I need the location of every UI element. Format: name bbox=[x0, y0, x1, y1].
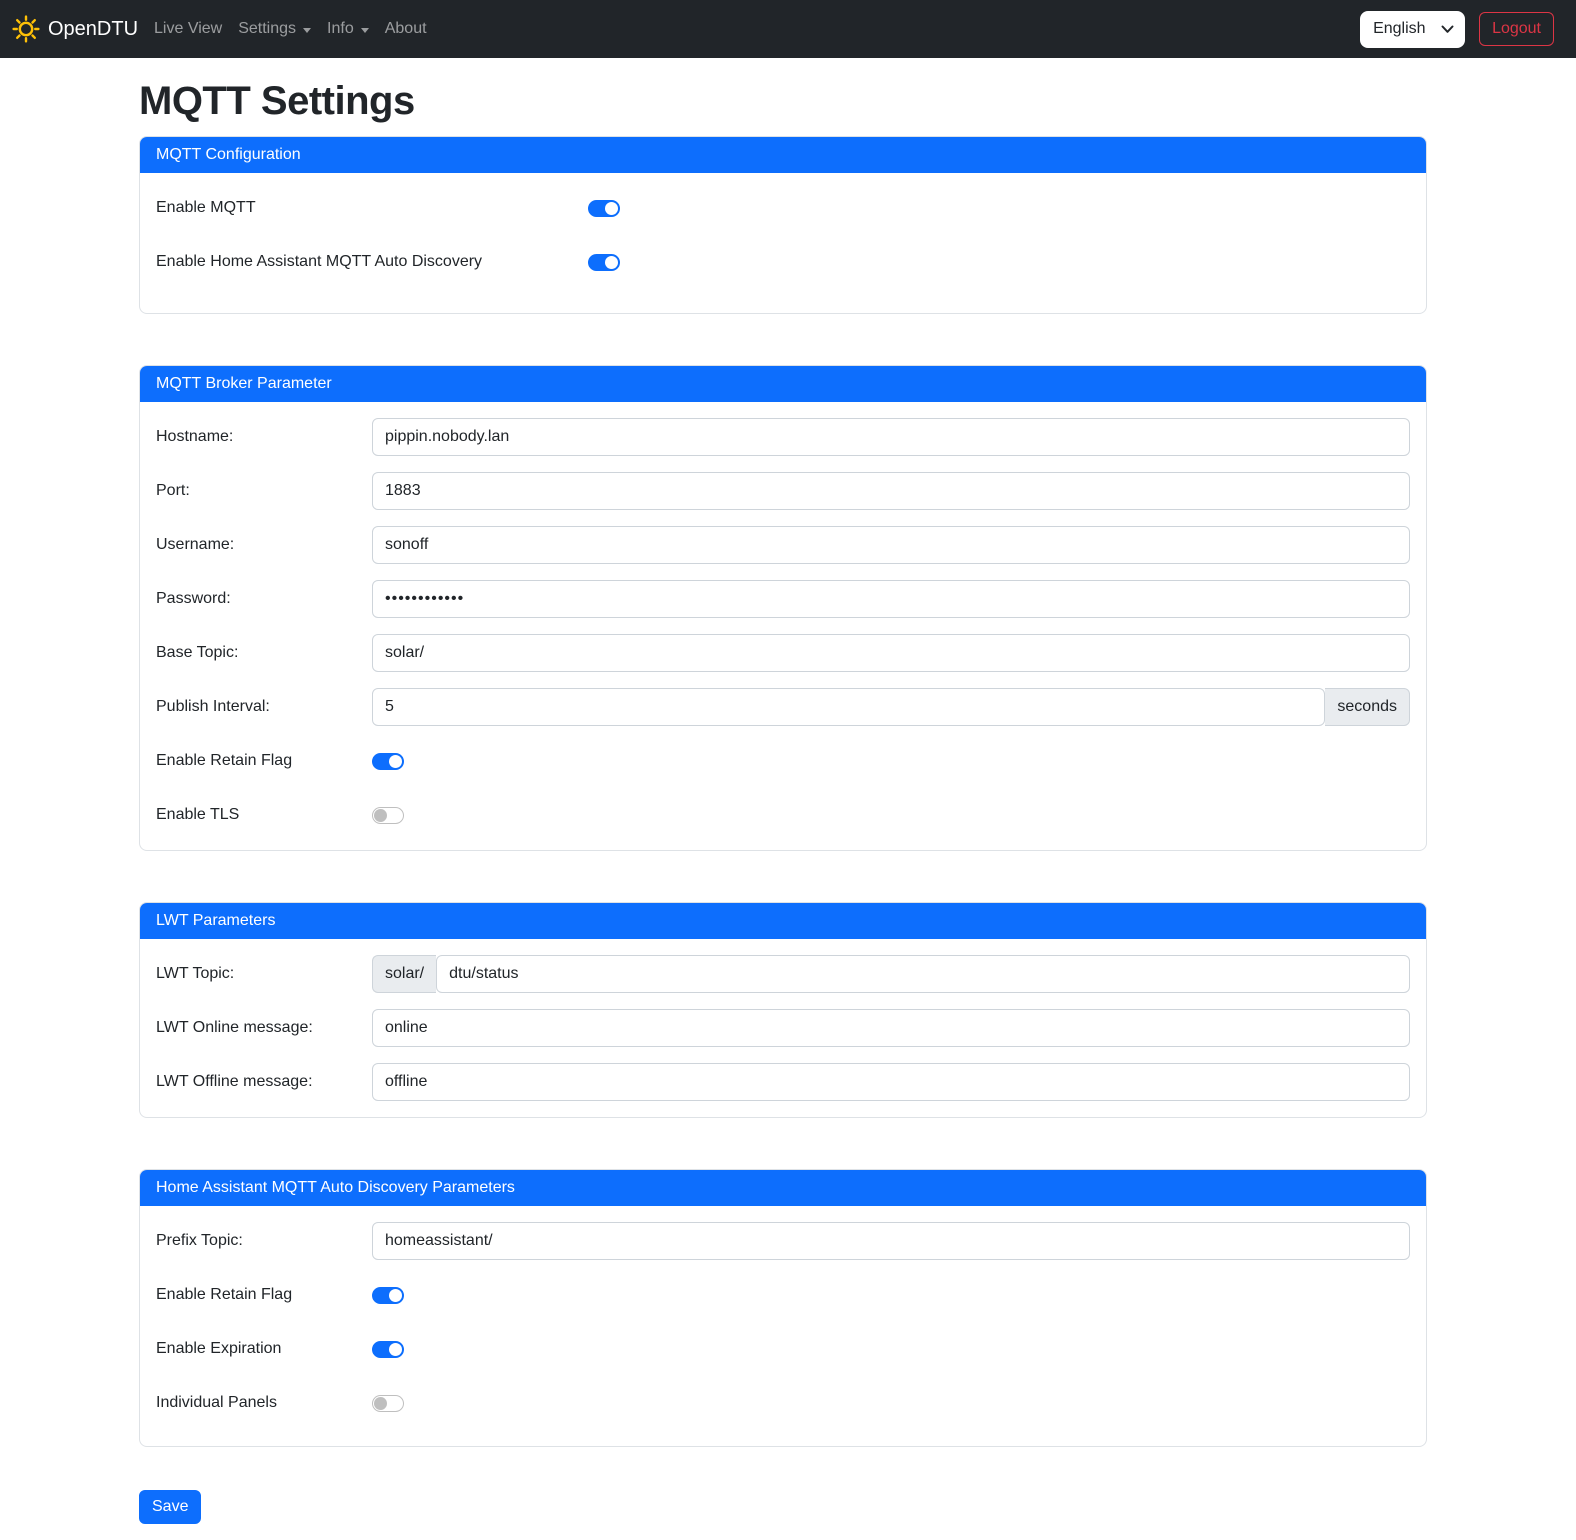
brand[interactable] bbox=[12, 15, 138, 43]
password-label: Password: bbox=[156, 590, 231, 607]
lwt-topic-label: LWT Topic: bbox=[156, 965, 235, 982]
card-header-mqtt-configuration: MQTT Configuration bbox=[140, 137, 1426, 173]
card-mqtt-configuration bbox=[139, 136, 1427, 314]
enable-retain-flag-label: Enable Retain Flag bbox=[156, 752, 293, 769]
nav-links bbox=[146, 12, 435, 46]
row-prefix-topic bbox=[156, 1222, 1410, 1260]
main-content bbox=[139, 58, 1427, 1540]
individual-panels-toggle[interactable] bbox=[372, 1395, 404, 1412]
page-title: MQTT Settings bbox=[139, 79, 415, 123]
username-input[interactable] bbox=[372, 526, 1410, 564]
row-publish-interval bbox=[156, 688, 1410, 726]
enable-tls-label: Enable TLS bbox=[156, 806, 240, 823]
row-hostname bbox=[156, 418, 1410, 456]
language-select[interactable] bbox=[1360, 11, 1465, 48]
enable-expiration-toggle[interactable] bbox=[372, 1341, 404, 1358]
row-hass-enable-retain-flag bbox=[156, 1276, 1410, 1314]
brand-label: OpenDTU bbox=[48, 17, 139, 40]
row-individual-panels bbox=[156, 1384, 1410, 1422]
row-lwt-online-message bbox=[156, 1009, 1410, 1047]
card-header-ha-auto-discovery-parameters: Home Assistant MQTT Auto Discovery Parameters bbox=[140, 1170, 1426, 1206]
port-input[interactable] bbox=[372, 472, 1410, 510]
save-button[interactable]: Save bbox=[139, 1490, 201, 1524]
row-port bbox=[156, 472, 1410, 510]
enable-mqtt-toggle[interactable] bbox=[588, 200, 620, 217]
card-header-mqtt-broker-parameter: MQTT Broker Parameter bbox=[140, 366, 1426, 402]
row-enable-expiration bbox=[156, 1330, 1410, 1368]
username-label: Username: bbox=[156, 536, 235, 553]
card-lwt-parameters bbox=[139, 902, 1427, 1118]
nav-item-label: Info bbox=[327, 20, 354, 37]
nav-item-settings[interactable] bbox=[230, 12, 319, 46]
publish-interval-input[interactable] bbox=[372, 688, 1325, 726]
nav-item-info[interactable] bbox=[319, 12, 377, 46]
lwt-topic-input[interactable] bbox=[436, 955, 1410, 993]
row-enable-mqtt bbox=[156, 189, 1410, 227]
nav-item-label: About bbox=[384, 20, 427, 37]
enable-ha-auto-discovery-toggle[interactable] bbox=[588, 254, 620, 271]
row-base-topic bbox=[156, 634, 1410, 672]
row-enable-retain-flag bbox=[156, 742, 1410, 780]
base-topic-label: Base Topic: bbox=[156, 644, 239, 661]
lwt-online-message-label: LWT Online message: bbox=[156, 1019, 313, 1036]
sun-icon bbox=[12, 15, 40, 43]
language-selected-label: English bbox=[1373, 20, 1426, 37]
publish-interval-unit: seconds bbox=[1325, 688, 1410, 726]
row-lwt-topic bbox=[156, 955, 1410, 993]
base-topic-input[interactable] bbox=[372, 634, 1410, 672]
hass-enable-retain-flag-toggle[interactable] bbox=[372, 1287, 404, 1304]
enable-tls-toggle[interactable] bbox=[372, 807, 404, 824]
hostname-input[interactable] bbox=[372, 418, 1410, 456]
prefix-topic-label: Prefix Topic: bbox=[156, 1232, 243, 1249]
logout-button[interactable]: Logout bbox=[1479, 12, 1554, 46]
row-password bbox=[156, 580, 1410, 618]
nav-item-label: Live View bbox=[154, 20, 223, 37]
chevron-down-icon bbox=[1441, 25, 1454, 34]
lwt-offline-message-input[interactable] bbox=[372, 1063, 1410, 1101]
enable-ha-auto-discovery-label: Enable Home Assistant MQTT Auto Discovery bbox=[156, 253, 483, 270]
enable-mqtt-label: Enable MQTT bbox=[156, 199, 256, 216]
row-enable-tls bbox=[156, 796, 1410, 834]
nav-item-label: Settings bbox=[238, 20, 297, 37]
hass-enable-retain-flag-label: Enable Retain Flag bbox=[156, 1286, 293, 1303]
row-enable-ha-auto-discovery bbox=[156, 243, 1410, 281]
prefix-topic-input[interactable] bbox=[372, 1222, 1410, 1260]
enable-expiration-label: Enable Expiration bbox=[156, 1340, 282, 1357]
caret-down-icon bbox=[303, 28, 311, 33]
enable-retain-flag-toggle[interactable] bbox=[372, 753, 404, 770]
individual-panels-label: Individual Panels bbox=[156, 1394, 277, 1411]
navbar-right bbox=[1360, 11, 1554, 48]
card-header-lwt-parameters: LWT Parameters bbox=[140, 903, 1426, 939]
row-lwt-offline-message bbox=[156, 1063, 1410, 1101]
lwt-offline-message-label: LWT Offline message: bbox=[156, 1073, 313, 1090]
password-input[interactable] bbox=[372, 580, 1410, 618]
port-label: Port: bbox=[156, 482, 190, 499]
lwt-topic-prefix: solar/ bbox=[372, 955, 436, 993]
publish-interval-label: Publish Interval: bbox=[156, 698, 270, 715]
card-ha-auto-discovery-parameters bbox=[139, 1169, 1427, 1447]
row-username bbox=[156, 526, 1410, 564]
caret-down-icon bbox=[361, 28, 369, 33]
hostname-label: Hostname: bbox=[156, 428, 234, 445]
navbar bbox=[0, 0, 1576, 58]
card-mqtt-broker-parameter bbox=[139, 365, 1427, 851]
nav-item-live-view[interactable] bbox=[146, 12, 230, 46]
nav-item-about[interactable] bbox=[377, 12, 435, 46]
lwt-online-message-input[interactable] bbox=[372, 1009, 1410, 1047]
